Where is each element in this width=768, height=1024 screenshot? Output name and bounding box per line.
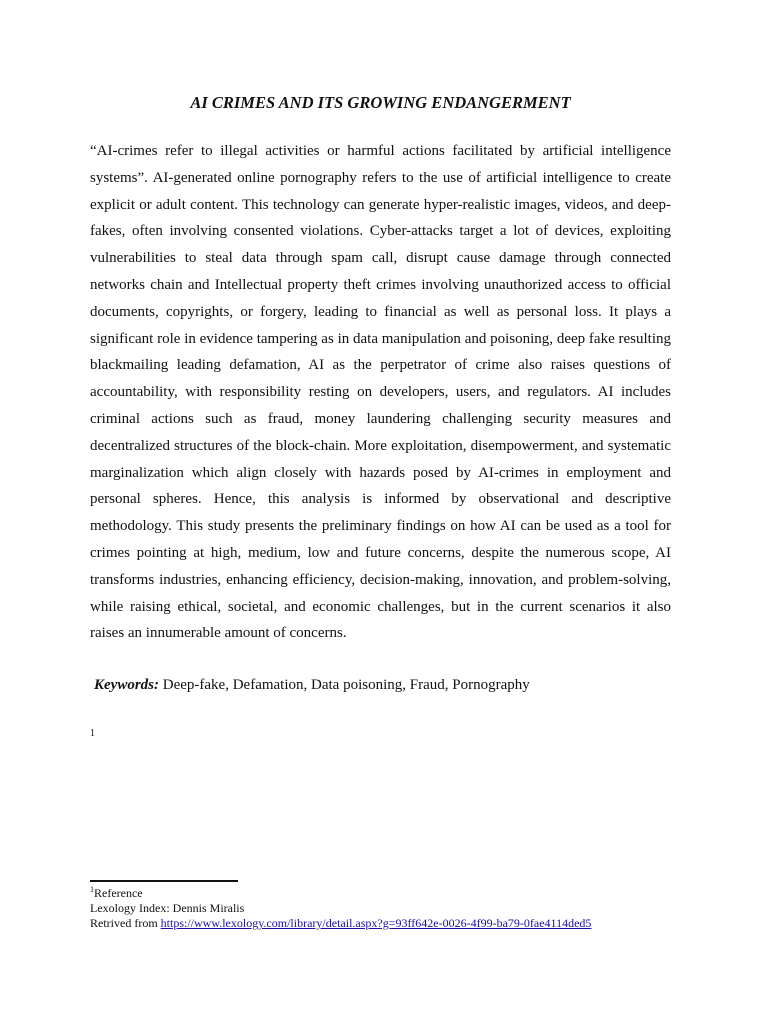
footnote-source-line: Lexology Index: Dennis Miralis [90,901,245,915]
footnote [90,886,591,931]
abstract-paragraph: “AI-crimes refer to illegal activities or harmful actions facilitated by artificial intelligence systems”. AI-generated online pornography refers to the use of artificial intelligence to create explicit or adult content. This technology can generate hyper-realistic images, videos, and deep-fakes, often involving consented violations. Cyber-attacks target a lot of devices, exploiting vulnerabilities to steal data through spam call, disrupt cause damage through connected networks chain and Intellectual property theft crimes involving unauthorized access to official documents, copyrights, or forgery, leading to financial as well as personal loss. It plays a significant role in evidence tampering as in data manipulation and poisoning, deep fake resulting blackmailing leading defamation, AI as the perpetrator of crime also raises questions of accountability, with responsibility resting on developers, users, and regulators. AI includes criminal actions such as fraud, money laundering challenging security measures and decentralized structures of the block-chain. More exploitation, disempowerment, and systematic marginalization which align closely with hazards posed by AI-crimes in employment and personal spheres. Hence, this analysis is informed by observational and descriptive methodology. This study presents the preliminary findings on how AI can be used as a tool for crimes pointing at high, medium, low and future concerns, despite the numerous scope, AI transforms industries, enhancing efficiency, decision-making, innovation, and problem-solving, while raising ethical, societal, and economic challenges, but in the current scenarios it also raises an innumerable amount of concerns. [90,143,671,642]
footnote-marker: 1 [90,728,95,739]
document-title: AI CRIMES AND ITS GROWING ENDANGERMENT [190,93,571,112]
footnote-reference-label: Reference [94,886,143,900]
footnote-retrieved-line [90,916,591,931]
footnote-separator [90,880,238,882]
footnote-number: 1 [90,885,94,894]
keywords-list: Deep-fake, Defamation, Data poisoning, Fraud, Pornography [162,677,530,693]
keywords-label: Keywords: [94,677,159,693]
keywords-line [94,674,530,696]
footnote-link[interactable]: https://www.lexology.com/library/detail.aspx?g=93ff642e-0026-4f99-ba79-0fae4114ded5 [160,916,592,930]
footnote-reference-line [90,886,591,901]
footnote-retrieved-prefix: Retrived from [90,916,161,930]
